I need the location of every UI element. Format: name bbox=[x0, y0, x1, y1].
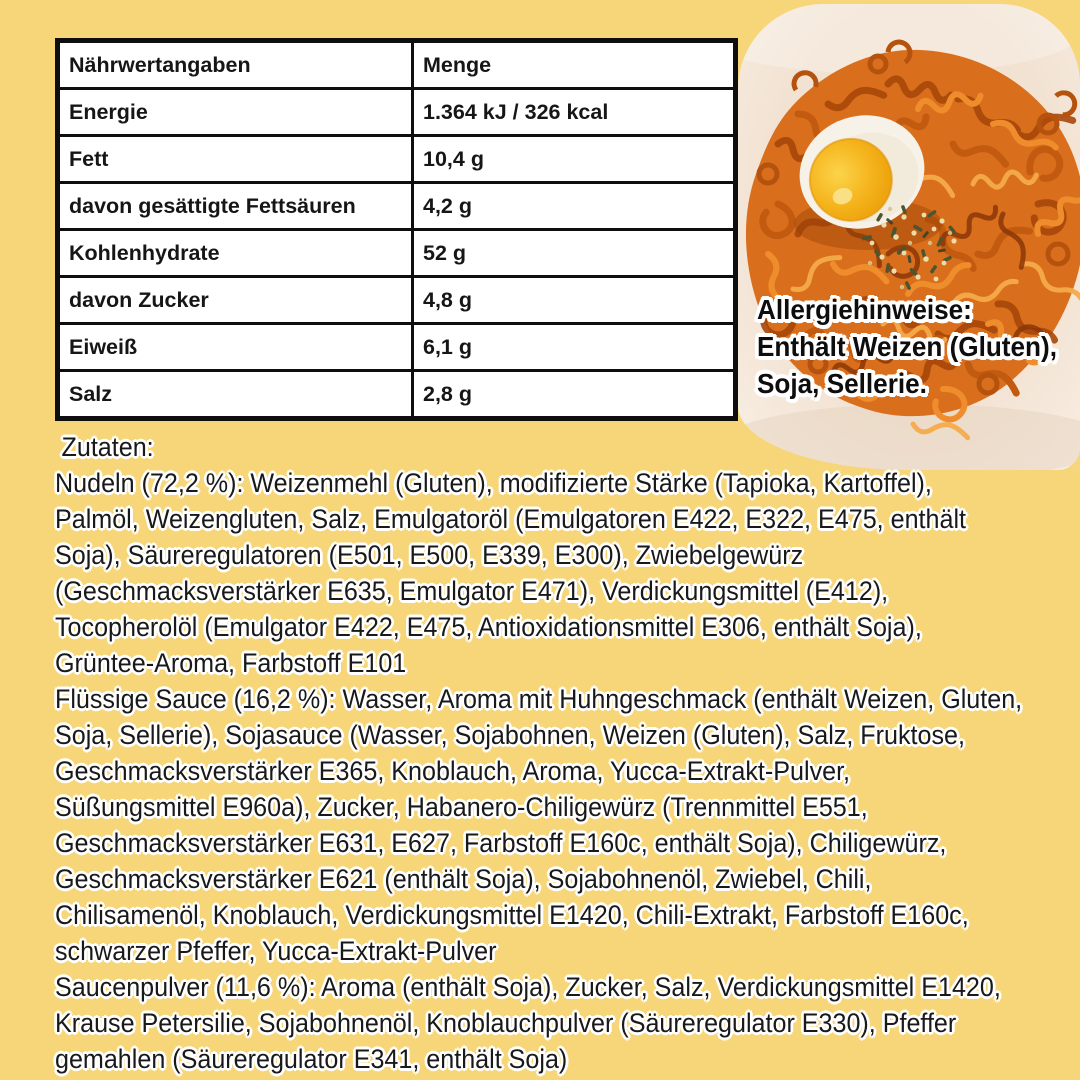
table-row bbox=[58, 230, 736, 277]
row-value: 10,4 g bbox=[413, 136, 736, 183]
ingredient-line: Chilisamenöl, Knoblauch, Verdickungsmittel E1420, Chili-Extrakt, Farbstoff E160c, bbox=[55, 900, 969, 930]
row-label: Eiweiß bbox=[58, 324, 413, 371]
table-row bbox=[58, 89, 736, 136]
ingredient-line: gemahlen (Säureregulator E341, enthält Soja) bbox=[55, 1044, 568, 1074]
table-header-nutrient: Nährwertangaben bbox=[58, 41, 413, 89]
row-label: Kohlenhydrate bbox=[58, 230, 413, 277]
allergy-line: Soja, Sellerie. bbox=[757, 368, 927, 399]
row-label: davon Zucker bbox=[58, 277, 413, 324]
row-label: Fett bbox=[58, 136, 413, 183]
row-value: 52 g bbox=[413, 230, 736, 277]
ingredient-line: Soja), Säureregulatoren (E501, E500, E339, E300), Zwiebelgewürz bbox=[55, 540, 804, 570]
row-value: 1.364 kJ / 326 kcal bbox=[413, 89, 736, 136]
ingredient-line: Geschmacksverstärker E631, E627, Farbstoff E160c, enthält Soja), Chiligewürz, bbox=[55, 828, 947, 858]
row-label: Salz bbox=[58, 371, 413, 419]
ingredient-line: (Geschmacksverstärker E635, Emulgator E471), Verdickungsmittel (E412), bbox=[55, 576, 889, 606]
ingredient-line: Tocopherolöl (Emulgator E422, E475, Antioxidationsmittel E306, enthält Soja), bbox=[55, 612, 922, 642]
table-row bbox=[58, 183, 736, 230]
ingredient-line: Süßungsmittel E960a), Zucker, Habanero-Chiligewürz (Trennmittel E551, bbox=[55, 792, 868, 822]
ingredient-line: Saucenpulver (11,6 %): Aroma (enthält Soja), Zucker, Salz, Verdickungsmittel E1420, bbox=[55, 972, 1001, 1002]
ingredient-line: Nudeln (72,2 %): Weizenmehl (Gluten), modifizierte Stärke (Tapioka, Kartoffel), bbox=[55, 468, 932, 498]
table-row bbox=[58, 277, 736, 324]
row-label: davon gesättigte Fettsäuren bbox=[58, 183, 413, 230]
ingredient-line: Grüntee-Aroma, Farbstoff E101 bbox=[55, 648, 407, 678]
table-row bbox=[58, 136, 736, 183]
ingredients-list bbox=[55, 429, 1075, 1077]
row-value: 2,8 g bbox=[413, 371, 736, 419]
ingredient-line: Soja, Sellerie), Sojasauce (Wasser, Sojabohnen, Weizen (Gluten), Salz, Fruktose, bbox=[55, 720, 965, 750]
table-header-amount: Menge bbox=[413, 41, 736, 89]
table-header-row bbox=[58, 41, 736, 89]
nutrition-table bbox=[55, 38, 738, 421]
row-label: Energie bbox=[58, 89, 413, 136]
allergy-note bbox=[757, 291, 1080, 402]
ingredient-line: schwarzer Pfeffer, Yucca-Extrakt-Pulver bbox=[55, 936, 497, 966]
row-value: 4,8 g bbox=[413, 277, 736, 324]
ingredient-line: Flüssige Sauce (16,2 %): Wasser, Aroma mit Huhngeschmack (enthält Weizen, Gluten, bbox=[55, 684, 1023, 714]
row-value: 4,2 g bbox=[413, 183, 736, 230]
allergy-line: Allergiehinweise: bbox=[757, 294, 972, 325]
allergy-line: Enthält Weizen (Gluten), bbox=[757, 331, 1057, 362]
table-row bbox=[58, 371, 736, 419]
ingredient-line: Krause Petersilie, Sojabohnenöl, Knoblauchpulver (Säureregulator E330), Pfeffer bbox=[55, 1008, 957, 1038]
ingredients-title: Zutaten: bbox=[61, 432, 154, 462]
ingredient-line: Geschmacksverstärker E621 (enthält Soja), Sojabohnenöl, Zwiebel, Chili, bbox=[55, 864, 872, 894]
table-row bbox=[58, 324, 736, 371]
ingredient-line: Geschmacksverstärker E365, Knoblauch, Aroma, Yucca-Extrakt-Pulver, bbox=[55, 756, 851, 786]
row-value: 6,1 g bbox=[413, 324, 736, 371]
ingredient-line: Palmöl, Weizengluten, Salz, Emulgatoröl (Emulgatoren E422, E322, E475, enthält bbox=[55, 504, 967, 534]
